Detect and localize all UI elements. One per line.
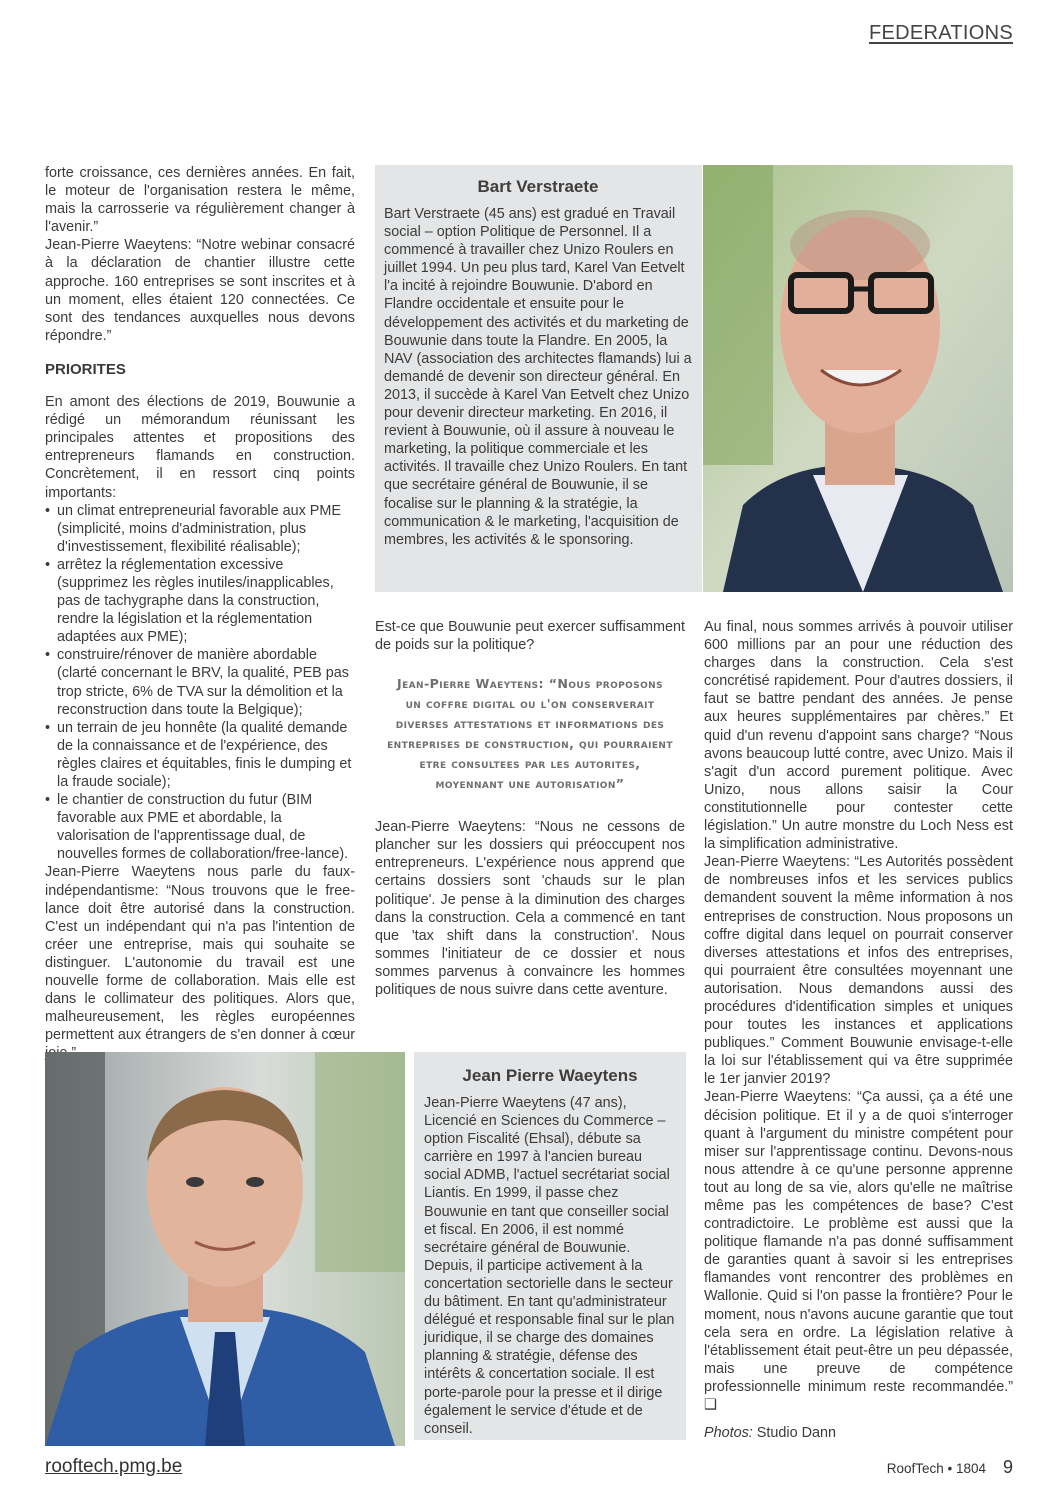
photo-credit-name: Studio Dann bbox=[752, 1425, 837, 1442]
bio-text: Bart Verstraete (45 ans) est gradué en Travail social – option Politique de Personnel. Il a commencé à travailler chez Unizo Roulers en juillet 1994. Un peu plus tard, Karel Van Eetvelt l'a incité à rejoindre Bouwunie. D'abord en Flandre occidentale et ensuite pour le développement des activités et du marketing de Bouwunie dans toute la Flandre. En 2005, la NAV (association des architectes flamands) lui a demandé de devenir son directeur général. En 2013, il succède à Karel Van Eetvelt chez Unizo pour devenir directeur marketing. En 2016, il revient à Bouwunie, où il assure à nouveau le marketing, la politique commerciale et les activités. Il travaille chez Unizo Roulers. En tant que secrétaire général de Bouwunie, il se focalise sur le planning & la stratégie, la communication & le marketing, l'acquisition de membres, les activités & le sponsoring. bbox=[384, 206, 692, 548]
footer-website-link[interactable]: rooftech.pmg.be bbox=[45, 1456, 183, 1477]
list-item: • le chantier de construction du futur (BIM favorable aux PME et abordable, la valorisation de l'apprentissage dual, de nouvelles formes de collaboration/free-lance). bbox=[45, 791, 355, 863]
bio-text: Jean-Pierre Waeytens (47 ans), Licencié en Sciences du Commerce – option Fiscalité (Ehsal), débute sa carrière en 1997 à l'ancien bureau social ADMB, l'actuel secrétariat social Liantis. En 1999, il passe chez Bouwunie en tant que conseiller social et fiscal. En 2006, il est nommé secrétaire général de Bouwunie. Depuis, il participe activement à la concertation sectorielle dans le secteur du bâtiment. En tant qu'administrateur délégué et responsable final sur le plan juridique, il se charge des domaines planning & stratégie, défense des intérêts & concertation sociale. Il est porte-parole pour la presse et il dirige également le service d'étude et de conseil. bbox=[424, 1095, 675, 1437]
portrait-photo-bart bbox=[703, 165, 1013, 592]
paragraph: Jean-Pierre Waeytens: “Les Autorités possèdent de nombreuses infos et les services publics demandent souvent la même information à nos entreprises de construction. Nous proposons un coffre digital dans lequel on pourrait conserver diverses attestations et infos des entreprises, qui pourraient être consultées moyennant une autorisation. Nous demandons aussi des procédures d'identification simples et uniques pour toutes les instances et applications publiques.” Comment Bouwunie envisage-t-elle la loi sur l'établissement qui va être supprimée le 1er janvier 2019? bbox=[704, 854, 1013, 1088]
pull-quote: Jean-Pierre Waeytens: “Nous proposons un coffre digital ou l'on conserverait diverses attestations et informations des entreprises de construction, qui pourraient etre consultees par les autorites, moyennant une autorisation” bbox=[387, 676, 673, 792]
portrait-photo-jean-pierre bbox=[45, 1052, 405, 1446]
footer-magazine-issue: RoofTech • 1804 bbox=[886, 1461, 986, 1476]
page-number: 9 bbox=[1002, 1457, 1013, 1477]
paragraph: forte croissance, ces dernières années. En fait, le moteur de l'organisation restera le même, mais la carrosserie va régulièrement changer à l'avenir.” bbox=[45, 165, 355, 236]
paragraph: Est-ce que Bouwunie peut exercer suffisamment de poids sur la politique? bbox=[375, 619, 685, 654]
bio-title: Bart Verstraete bbox=[477, 177, 599, 196]
bio-box-bart bbox=[375, 165, 702, 592]
bio-title: Jean Pierre Waeytens bbox=[462, 1066, 638, 1085]
photo-credit bbox=[704, 1424, 1013, 1442]
column-middle bbox=[375, 618, 685, 999]
column-left bbox=[45, 164, 355, 1063]
list-item: • arrêtez la réglementation excessive (supprimez les règles inutiles/inapplicables, pas de tachygraphe dans la construction, rendre la législation et la réglementation adaptées aux PME); bbox=[45, 556, 355, 646]
list-item: • construire/rénover de manière abordable (clarté concernant le BRV, la qualité, PEB pas trop stricte, 6% de TVA sur la démolition et la reconstruction dans toute la Belgique); bbox=[45, 646, 355, 718]
paragraph: Jean-Pierre Waeytens: “Nous ne cessons de plancher sur les dossiers qui préoccupent nos entrepreneurs. L'expérience nous apprend que certains dossiers sont 'chauds sur le plan politique'. Je pense à la diminution des charges dans la construction. Cela a commencé en tant que 'tax shift dans la construction'. Nous sommes l'initiateur de ce dossier et nous sommes parvenus à convaincre les hommes politiques de nous suivre dans cette aventure. bbox=[375, 819, 685, 999]
bio-box-jean-pierre bbox=[414, 1052, 686, 1440]
section-heading: PRIORITES bbox=[45, 360, 126, 378]
column-right bbox=[704, 618, 1013, 1442]
priority-list bbox=[45, 502, 355, 864]
list-item: • un climat entrepreneurial favorable aux PME (simplicité, moins d'administration, plus d'investissement, flexibilité réalisable); bbox=[45, 502, 355, 556]
paragraph: Au final, nous sommes arrivés à pouvoir utiliser 600 millions par an pour une réduction des charges dans la construction. Cela s'est concrétisé rapidement. Pour d'autres dossiers, il faut se battre pendant des années. Je pense aux heures supplémentaires par chères.” Et quid d'un revenu d'appoint sans charge? “Nous avons beaucoup lutté contre, avec Unizo. Mais il s'agit d'un accord purement politique. Avec Unizo, nous allons saisir la Cour constitutionnelle pour contester cette législation.” Un autre monstre du Loch Ness est la simplification administrative. bbox=[704, 619, 1013, 853]
section-label: FEDERATIONS bbox=[868, 22, 1013, 44]
list-item: • un terrain de jeu honnête (la qualité demande de la connaissance et de l'expérience, des règles claires et équitables, finis le dumping et la fraude sociale); bbox=[45, 719, 355, 791]
paragraph: Jean-Pierre Waeytens: “Notre webinar consacré à la déclaration de chantier illustre cette approche. 160 entreprises se sont inscrites et à un moment, elles étaient 120 connectées. Ce sont des tendances auxquelles nous devons répondre.” bbox=[45, 237, 355, 344]
paragraph: Jean-Pierre Waeytens: “Ça aussi, ça a été une décision politique. Et il y a de quoi s'interroger quant à l'argument du ministre compétent pour miser sur l'apprentissage continu. Devons-nous nous attendre à ce qu'une personne apprenne tout au long de sa vie, alors qu'elle ne maîtrise même pas les compétences de base? C'est contradictoire. Le problème est aussi que la politique flamande n'a pas donné suffisamment de garanties quant à savoir si les entreprises flamandes vont rencontrer des problèmes en Wallonie. Quid si l'on passe la frontière? Pour le moment, nous n'avons aucune garantie que tout cela sera en ordre. La législation relative à l'établissement était peut-être un peu dépassée, mais une preuve de compétence professionnelle minimum reste recommandée.” ❑ bbox=[704, 1089, 1013, 1414]
photo-credit-label: Photos: bbox=[704, 1425, 753, 1442]
paragraph: Jean-Pierre Waeytens nous parle du faux-indépendantisme: “Nous trouvons que le free-lance doit être autorisé dans la construction. C'est un indépendant qui n'a pas l'intention de créer une entreprise, mais qui souhaite se distinguer. L'autonomie du travail est une nouvelle forme de collaboration. Mais elle est dans le collimateur des politiques. Alors que, malheureusement, les règles européennes permettent aux étrangers de s'en donner à cœur bbox=[45, 864, 355, 1044]
paragraph: En amont des élections de 2019, Bouwunie a rédigé un mémorandum réunissant les principales attentes et propositions des entrepreneurs flamands en construction. Concrètement, il en ressort cinq points importants: bbox=[45, 394, 355, 501]
